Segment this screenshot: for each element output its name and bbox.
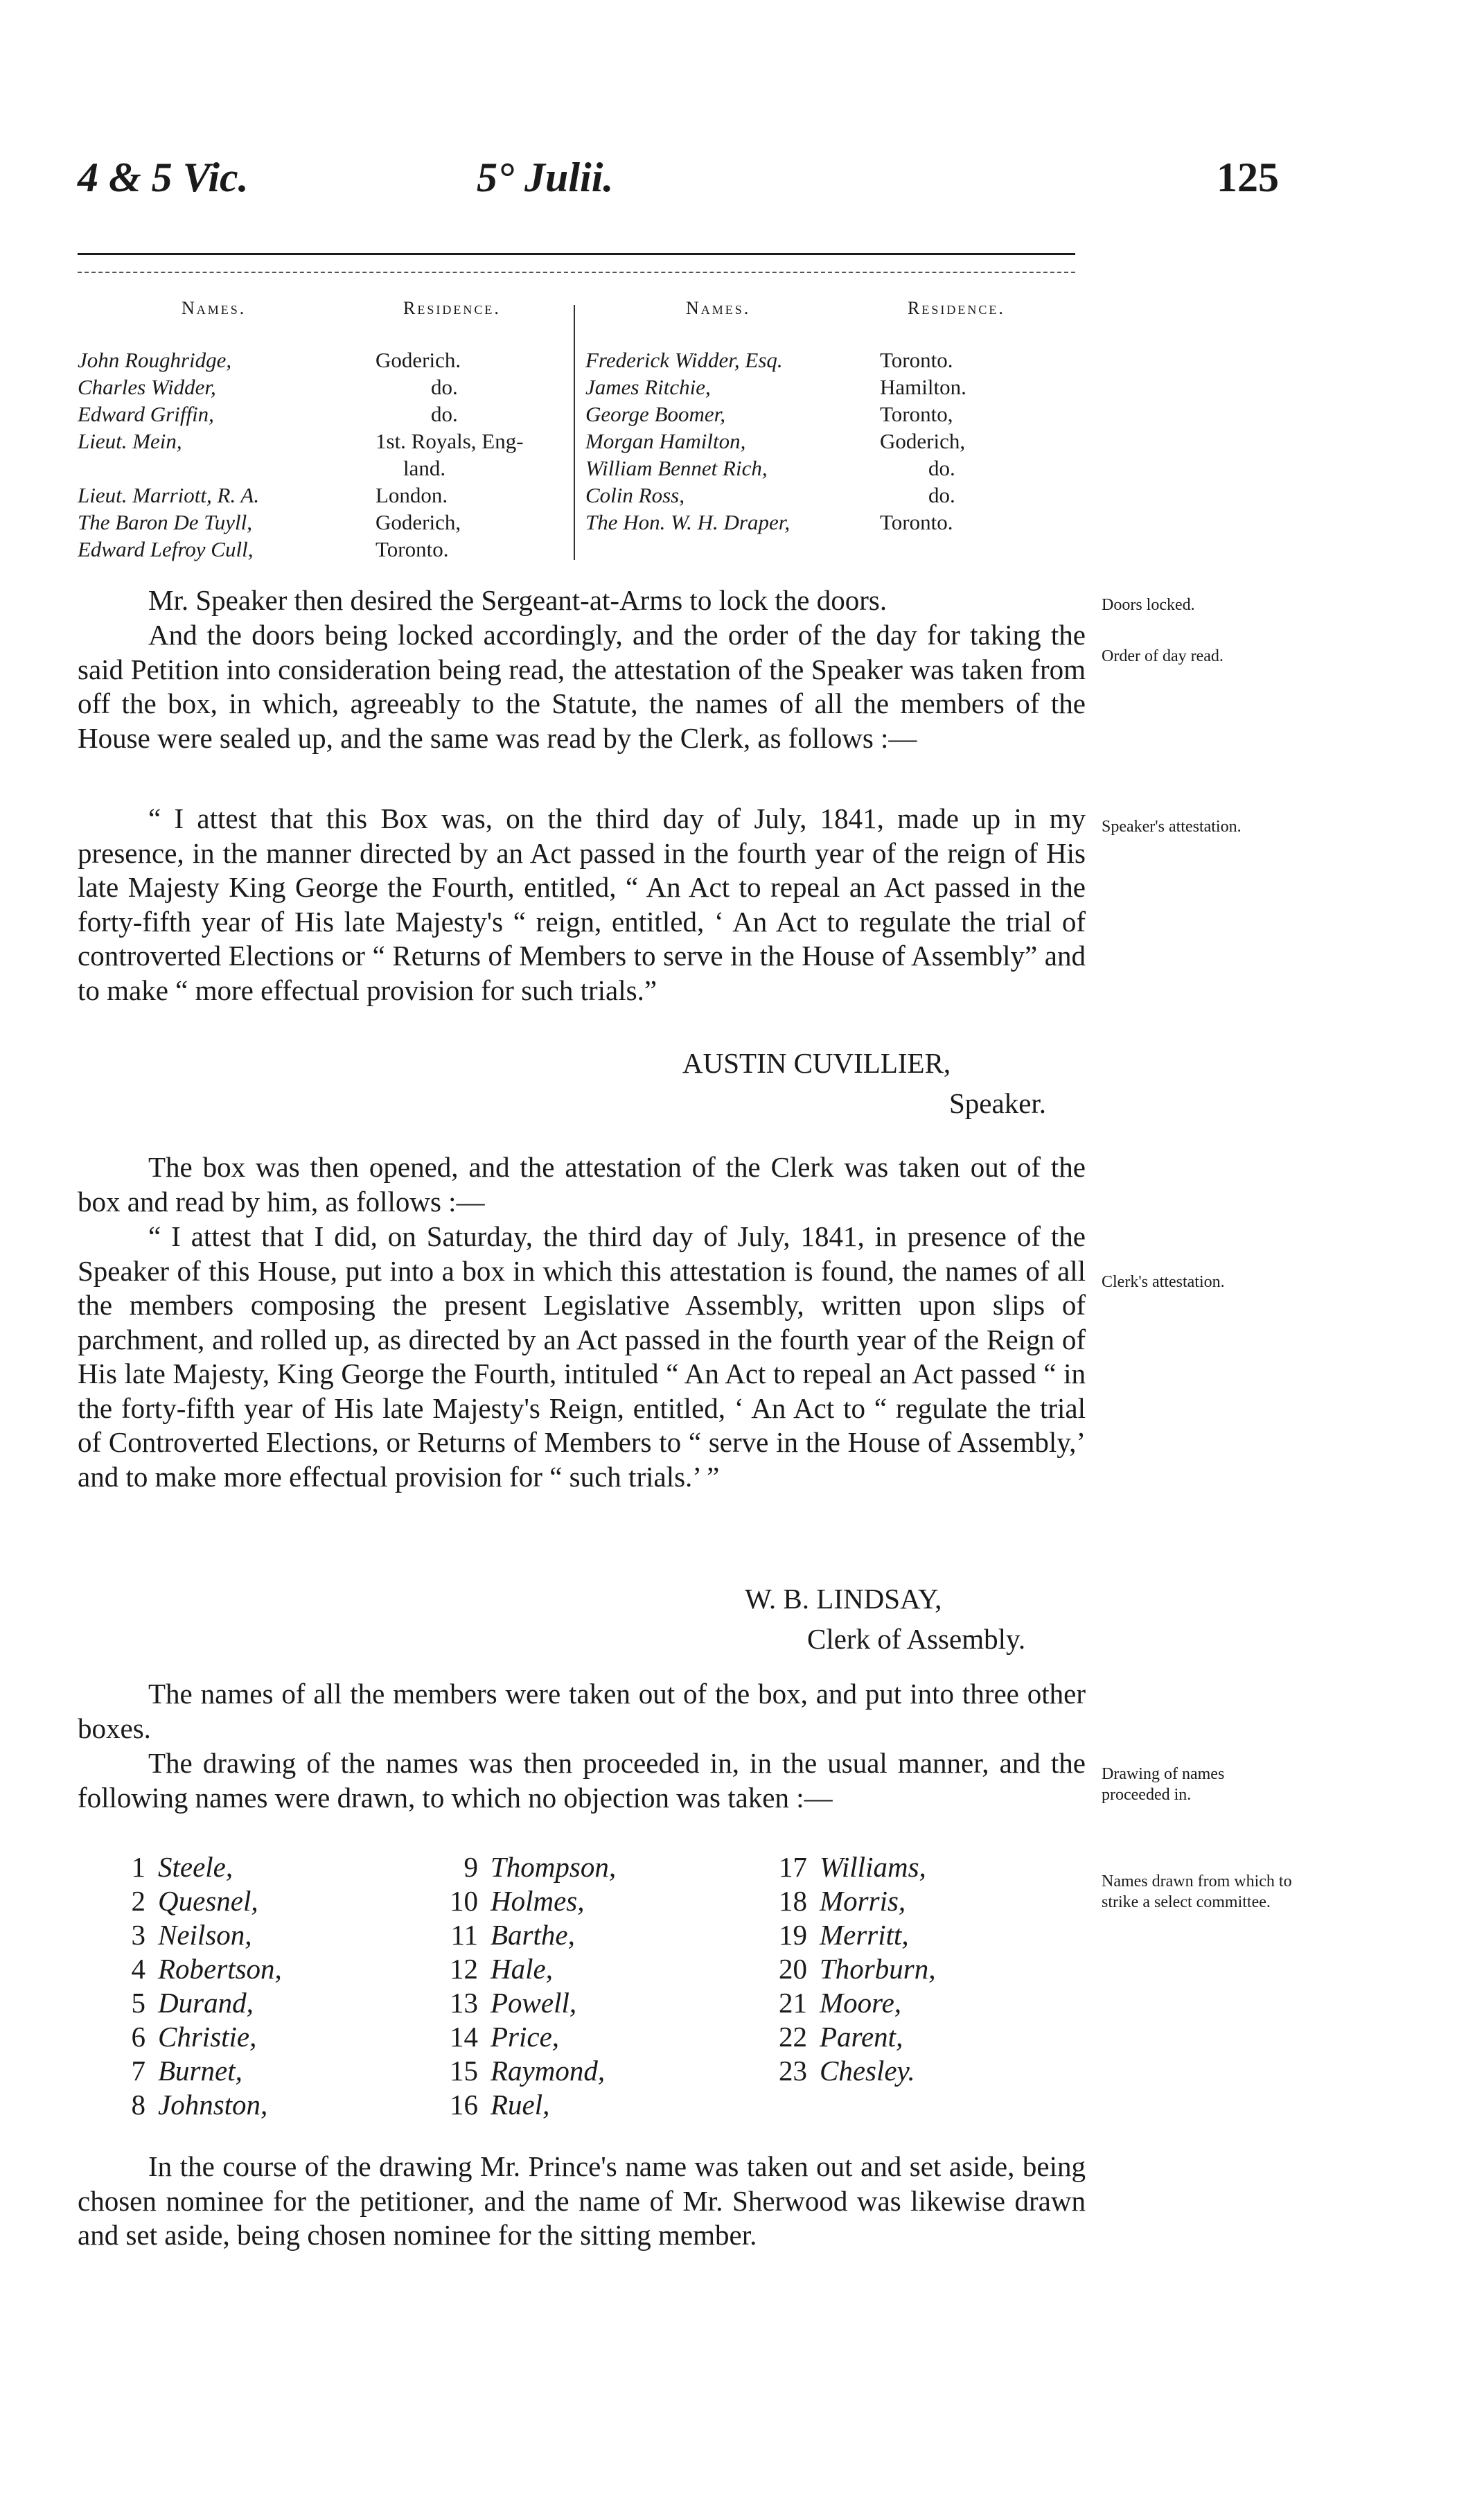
drawn-name-row: 13 Powell, <box>450 1987 577 2019</box>
header-date: 5° Julii. <box>477 155 614 200</box>
table-col-names-left: Names. <box>182 298 247 318</box>
drawn-name-row: 18 Morris, <box>779 1885 906 1917</box>
drawn-name-row: 12 Hale, <box>450 1953 553 1985</box>
margin-note-doors: Doors locked. <box>1102 596 1195 614</box>
clerk-signature-title: Clerk of Assembly. <box>807 1623 1026 1655</box>
drawn-name-row: 19 Merritt, <box>779 1919 909 1951</box>
witness-residence: do. <box>928 456 955 480</box>
drawn-names-col-2 <box>436 1850 616 2122</box>
witness-name: Lieut. Marriott, R. A. <box>78 483 260 507</box>
witness-residence: 1st. Royals, Eng- <box>376 429 524 453</box>
drawn-name-row: 22 Parent, <box>779 2021 903 2053</box>
witness-residences-left <box>376 346 576 563</box>
paragraph-order-of-day: And the doors being locked accordingly, and the order of the day for taking the said Petition into consideration being read, the attestation of the Speaker was taken from off the box, in which, agreeably to the Statute, the names of all the members of the House were sealed up, and the same was read by the Clerk, as follows :— <box>78 619 1086 754</box>
margin-note-order: Order of day read. <box>1102 647 1224 665</box>
speaker-signature-name: AUSTIN CUVILLIER, <box>682 1047 951 1079</box>
page-number: 125 <box>1217 155 1279 200</box>
drawn-name-row: 1 Steele, <box>131 1851 233 1883</box>
witness-residence: London. <box>376 483 448 507</box>
drawn-names-col-3 <box>766 1850 935 2088</box>
witness-residence: Toronto, <box>880 402 953 426</box>
drawn-name-row: 6 Christie, <box>131 2021 257 2053</box>
margin-note-speaker: Speaker's attestation. <box>1102 818 1242 836</box>
paragraph-clerk-attestation: “ I attest that I did, on Saturday, the third day of July, 1841, in presence of the Speaker of this House, put into a box in which this attestation is found, the names of all the members composing the present Legislative Assembly, written upon slips of parchment, and rolled up, as directed by an Act passed in the fourth year of the Reign of His late Majesty, King George the Fourth, intituled “ An Act to repeal an Act passed “ in the forty-fifth year of His late Majesty's Reign, entitled, ‘ An Act to “ regulate the trial of Controverted Elections, or Returns of Members to “ serve in the House of Assembly,’ and to make more effectual provision for “ such trials.’ ” <box>78 1220 1086 1493</box>
drawn-name-row: 8 Johnston, <box>131 2089 268 2121</box>
table-col-names-right: Names. <box>686 298 751 318</box>
drawn-name-row: 4 Robertson, <box>131 1953 282 1985</box>
drawn-name-row: 20 Thorburn, <box>779 1953 936 1985</box>
header-rule-dashed <box>78 272 1075 273</box>
table-col-residence-right: Residence. <box>908 298 1005 318</box>
witness-name: Edward Griffin, <box>78 402 214 426</box>
margin-note-names: Names drawn from which to strike a select committee. <box>1102 1872 1292 1911</box>
witness-residence: Goderich, <box>376 510 461 534</box>
table-col-residence-left: Residence. <box>403 298 501 318</box>
witness-names-right <box>585 346 876 536</box>
witness-name <box>78 455 369 482</box>
paragraph-box-opened: The box was then opened, and the attestation of the Clerk was taken out of the box and read by him, as follows :— <box>78 1151 1086 1218</box>
witness-residence: Toronto. <box>376 537 449 561</box>
header-session: 4 & 5 Vic. <box>78 155 249 200</box>
witness-name: Lieut. Mein, <box>78 429 182 453</box>
drawn-name-row: 5 Durand, <box>131 1987 254 2019</box>
drawn-name-row: 14 Price, <box>450 2021 560 2053</box>
drawn-name-row: 11 Barthe, <box>450 1919 575 1951</box>
witness-residence: Goderich, <box>880 429 966 453</box>
drawn-name-row: 17 Williams, <box>779 1851 926 1883</box>
drawn-name-row: 15 Raymond, <box>450 2055 606 2087</box>
speaker-signature-title: Speaker. <box>949 1087 1047 1119</box>
paragraph-lock-doors: Mr. Speaker then desired the Sergeant-at-Arms to lock the doors. <box>148 584 887 616</box>
witness-name: William Bennet Rich, <box>585 456 768 480</box>
paragraph-names-taken-out: The names of all the members were taken out of the box, and put into three other boxes. <box>78 1678 1086 1744</box>
drawn-name-row: 3 Neilson, <box>131 1919 252 1951</box>
witness-residence: do. <box>928 483 955 507</box>
drawn-names-col-1 <box>104 1850 282 2122</box>
clerk-signature-name: W. B. LINDSAY, <box>745 1583 942 1615</box>
drawn-name-row: 23 Chesley. <box>779 2055 915 2087</box>
paragraph-speaker-attestation: “ I attest that this Box was, on the third day of July, 1841, made up in my presence, in the manner directed by an Act passed in the fourth year of the reign of His late Majesty King George the Fourth, entitled, “ An Act to repeal an Act passed in the forty-fifth year of His late Majesty's “ reign, entitled, ‘ An Act to regulate the trial of controverted Elections or “ Returns of Members to serve in the House of Assembly” and to make “ more effectual provision for such trials.” <box>78 802 1086 1006</box>
paragraph-drawing: The drawing of the names was then proceeded in, in the usual manner, and the following names were drawn, to which no objection was taken :— <box>78 1747 1086 1814</box>
witness-name: Colin Ross, <box>585 483 684 507</box>
drawn-name-row: 21 Moore, <box>779 1987 902 2019</box>
witness-name: John Roughridge, <box>78 348 232 372</box>
witness-residence: Toronto. <box>880 510 953 534</box>
witness-names-left <box>78 346 369 563</box>
witness-residences-right <box>880 346 1067 536</box>
witness-residence: Toronto. <box>880 348 953 372</box>
witness-residence: Goderich. <box>376 348 461 372</box>
paragraph-nominees: In the course of the drawing Mr. Prince's name was taken out and set aside, being chosen nominee for the petitioner, and the name of Mr. Sherwood was likewise drawn and set aside, being chosen nominee for the sitting member. <box>78 2150 1086 2251</box>
witness-residence: Hamilton. <box>880 375 966 399</box>
witness-name: James Ritchie, <box>585 375 711 399</box>
drawn-name-row: 7 Burnet, <box>131 2055 242 2087</box>
witness-name: Edward Lefroy Cull, <box>78 537 254 561</box>
header-rule <box>78 253 1075 255</box>
witness-residence: do. <box>431 375 458 399</box>
witness-name: The Hon. W. H. Draper, <box>585 510 790 534</box>
margin-note-clerk: Clerk's attestation. <box>1102 1273 1225 1291</box>
witness-name: Frederick Widder, Esq. <box>585 348 783 372</box>
witness-name: Charles Widder, <box>78 375 216 399</box>
drawn-name-row: 2 Quesnel, <box>131 1885 258 1917</box>
witness-name: George Boomer, <box>585 402 726 426</box>
witness-residence: land. <box>403 456 446 480</box>
witness-residence: do. <box>431 402 458 426</box>
witness-name: Morgan Hamilton, <box>585 429 746 453</box>
drawn-name-row: 9 Thompson, <box>463 1851 617 1883</box>
margin-note-drawing: Drawing of names proceeded in. <box>1102 1765 1225 1804</box>
drawn-name-row: 10 Holmes, <box>450 1885 585 1917</box>
drawn-name-row: 16 Ruel, <box>450 2089 550 2121</box>
witness-name: The Baron De Tuyll, <box>78 510 253 534</box>
